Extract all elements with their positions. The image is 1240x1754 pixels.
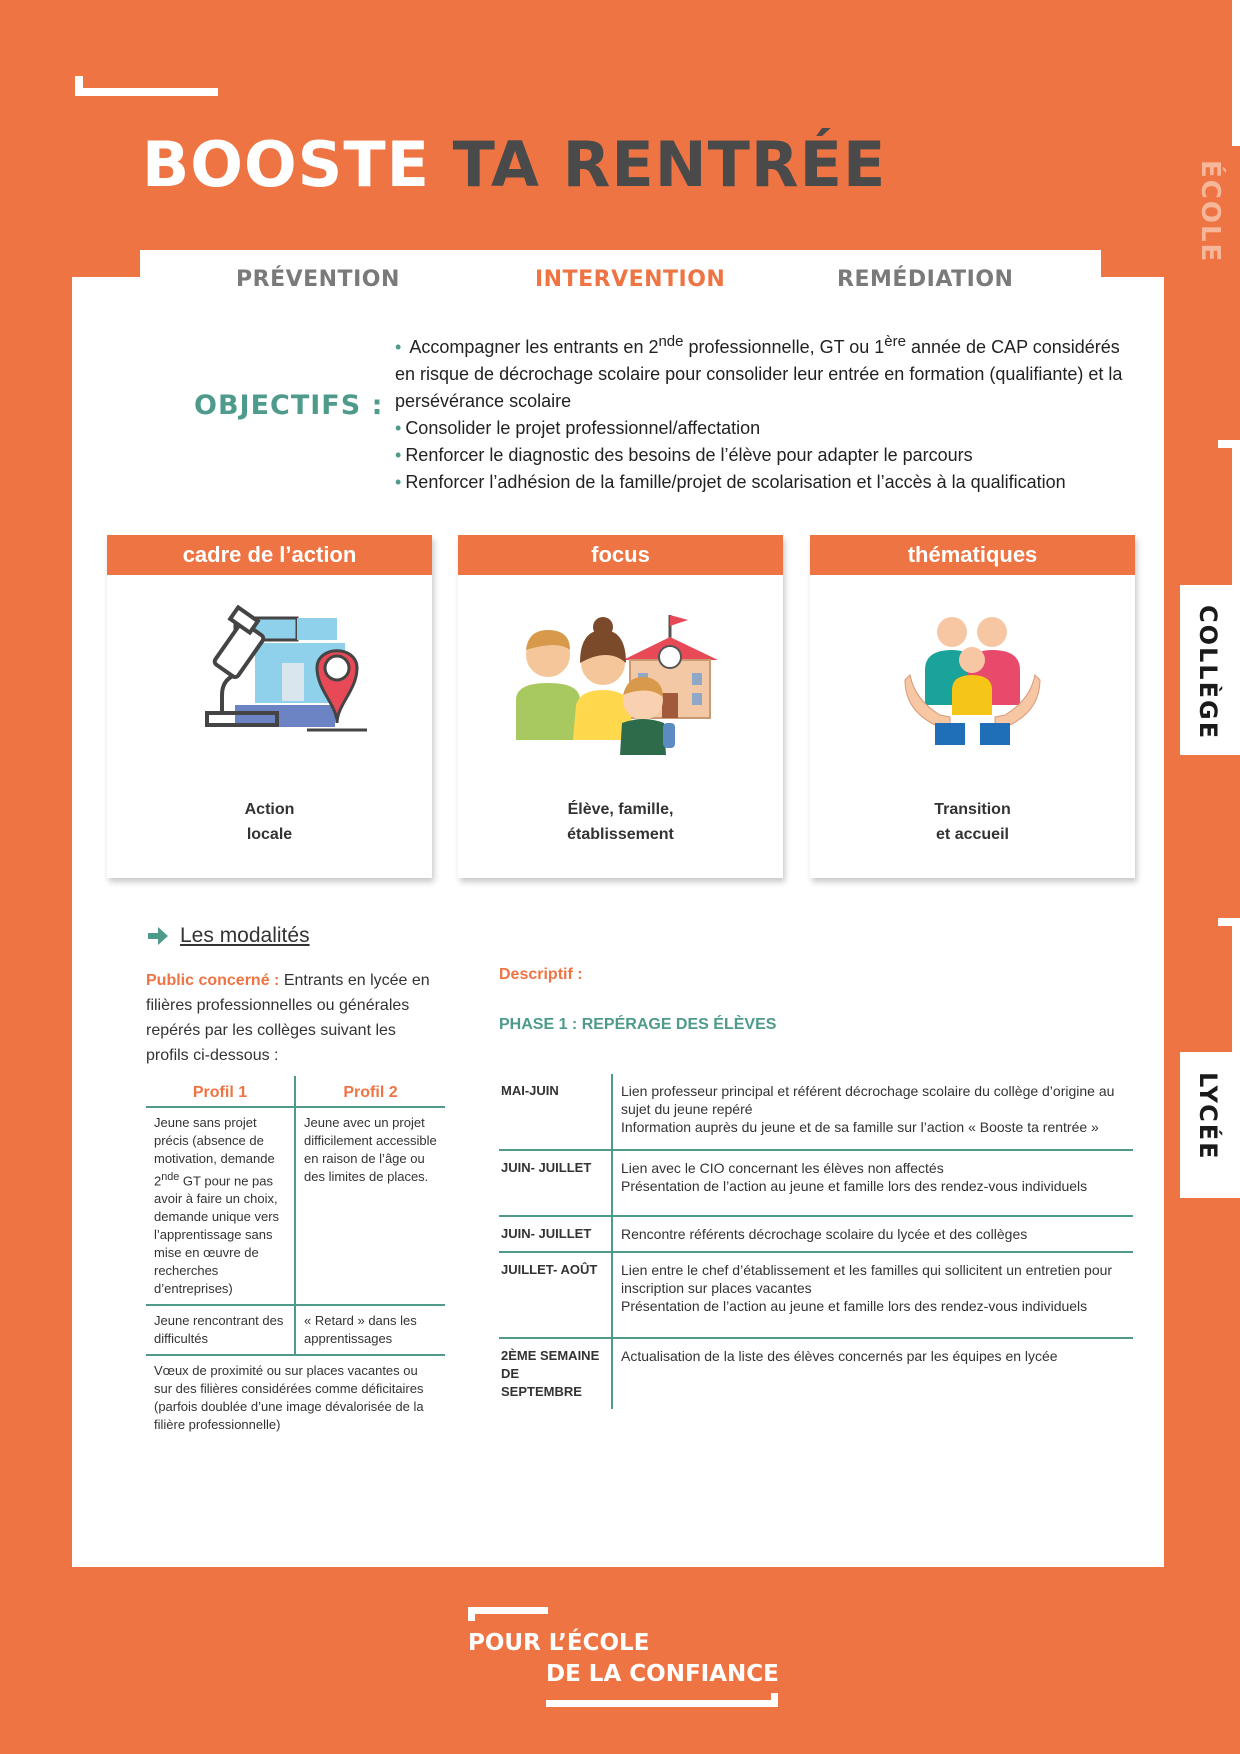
modalites-heading: [146, 924, 310, 948]
table-row: [146, 1305, 445, 1355]
arrow-right-icon: [146, 925, 170, 947]
profiles-table: [146, 1076, 445, 1440]
side-tab-college: COLLÈGE: [1180, 585, 1240, 755]
table-row: [146, 1355, 445, 1440]
microscope-map-pin-icon: [107, 605, 432, 755]
table-row: [146, 1107, 445, 1305]
top-corner-decoration: [75, 76, 218, 96]
title-part1: BOOSTE: [142, 128, 430, 201]
modalites-title: Les modalités: [180, 924, 310, 947]
objectifs-label: OBJECTIFS :: [194, 390, 384, 421]
logo-line1: POUR L’ÉCOLE: [468, 1630, 650, 1656]
public-concerne: [146, 968, 436, 1068]
side-line-lycee: [1218, 918, 1240, 1052]
logo-line2: DE LA CONFIANCE: [546, 1661, 779, 1687]
phase1-title: PHASE 1 : REPÉRAGE DES ÉLÈVES: [499, 1016, 777, 1033]
side-tab-lycee: LYCÉE: [1180, 1052, 1240, 1198]
card-focus-text: Élève, famille, établissement: [567, 801, 674, 843]
tab-remediation: REMÉDIATION: [837, 267, 1014, 292]
footer-logo: [468, 1605, 778, 1710]
timeline-period: JUILLET- AOÛT: [499, 1252, 612, 1338]
side-label-ecole: ÉCOLE: [1195, 160, 1225, 264]
timeline-period: JUIN- JUILLET: [499, 1150, 612, 1216]
page-title: [142, 128, 886, 201]
family-hands-icon: [810, 605, 1135, 755]
timeline-action: Lien professeur principal et référent décrochage scolaire du collège d’origine au sujet du jeune repéré Information auprès du jeune et de sa famille sur l’action « Booste ta rentrée »: [612, 1074, 1133, 1150]
tab-prevention: PRÉVENTION: [236, 267, 400, 292]
family-school-icon: [458, 605, 783, 755]
card-focus: [458, 535, 783, 878]
timeline-action: Rencontre référents décrochage scolaire du lycée et des collèges: [612, 1216, 1133, 1252]
profile1-header: Profil 1: [146, 1076, 295, 1107]
logo-bar-top: [468, 1607, 548, 1621]
descriptif-label: Descriptif :: [499, 966, 583, 983]
card-thematiques-title: thématiques: [810, 535, 1135, 575]
objectif-item: • Renforcer le diagnostic des besoins de l’élève pour adapter le parcours: [395, 445, 973, 465]
card-focus-title: focus: [458, 535, 783, 575]
timeline-period: MAI-JUIN: [499, 1074, 612, 1150]
timeline-action: Actualisation de la liste des élèves concernés par les équipes en lycée: [621, 1348, 1058, 1364]
profile1-cell: Jeune sans projet précis (absence de motivation, demande 2nde GT pour ne pas avoir à faire un choix, demande unique vers l’apprentissage sans mise en œuvre de recherches d’entreprises): [146, 1107, 295, 1305]
table-row: [499, 1074, 1133, 1150]
table-row: [499, 1150, 1133, 1216]
title-part2: TA RENTRÉE: [452, 128, 887, 201]
card-cadre-text: Action locale: [244, 801, 295, 843]
card-thematiques: [810, 535, 1135, 878]
card-thematiques-text: Transition et accueil: [934, 801, 1011, 843]
side-line-top: [1218, 0, 1240, 146]
card-cadre-title: cadre de l’action: [107, 535, 432, 575]
objectif-item: • Renforcer l’adhésion de la famille/projet de scolarisation et l’accès à la qualification: [395, 472, 1066, 492]
card-cadre: [107, 535, 432, 878]
public-label: Public concerné :: [146, 972, 280, 989]
timeline-period: 2ÈME SEMAINE DE SEPTEMBRE: [499, 1338, 612, 1409]
profile-common-cell: Vœux de proximité ou sur places vacantes ou sur des filières considérées comme déficitaires (parfois doublée d’une image dévalorisée de la filière professionnelle): [154, 1363, 424, 1433]
timeline-action: Lien entre le chef d’établissement et les familles qui sollicitent un entretien pour inscription sur places vacantes Présentation de l’action au jeune et famille lors des rendez-vous individuels: [612, 1252, 1133, 1338]
profile2-header: Profil 2: [295, 1076, 445, 1107]
profile1-cell: Jeune rencontrant des difficultés: [146, 1305, 295, 1355]
side-line-college: [1218, 440, 1240, 585]
timeline-table: [499, 1074, 1133, 1409]
objectif-item: • Accompagner les entrants en 2nde professionnelle, GT ou 1ère année de CAP considérés en risque de décrochage scolaire pour consolider leur entrée en formation (qualifiante) et la persévérance scolaire: [395, 333, 1123, 411]
logo-bar-bottom: [546, 1693, 778, 1707]
profile2-cell: « Retard » dans les apprentissages: [295, 1305, 445, 1355]
profile2-cell: Jeune avec un projet difficilement accessible en raison de l’âge ou des limites de places.: [295, 1107, 445, 1305]
objectifs-list: [395, 328, 1135, 496]
table-row: [499, 1338, 1133, 1409]
timeline-action: Lien avec le CIO concernant les élèves non affectés Présentation de l’action au jeune et famille lors des rendez-vous individuels: [612, 1150, 1133, 1216]
tab-intervention: INTERVENTION: [535, 267, 726, 292]
timeline-period: JUIN- JUILLET: [499, 1216, 612, 1252]
objectif-item: • Consolider le projet professionnel/affectation: [395, 418, 761, 438]
table-row: [499, 1216, 1133, 1252]
table-row: [499, 1252, 1133, 1338]
public-text: Entrants en lycée en filières professionnelles ou générales repérés par les collèges suivant les profils ci-dessous :: [146, 972, 430, 1064]
